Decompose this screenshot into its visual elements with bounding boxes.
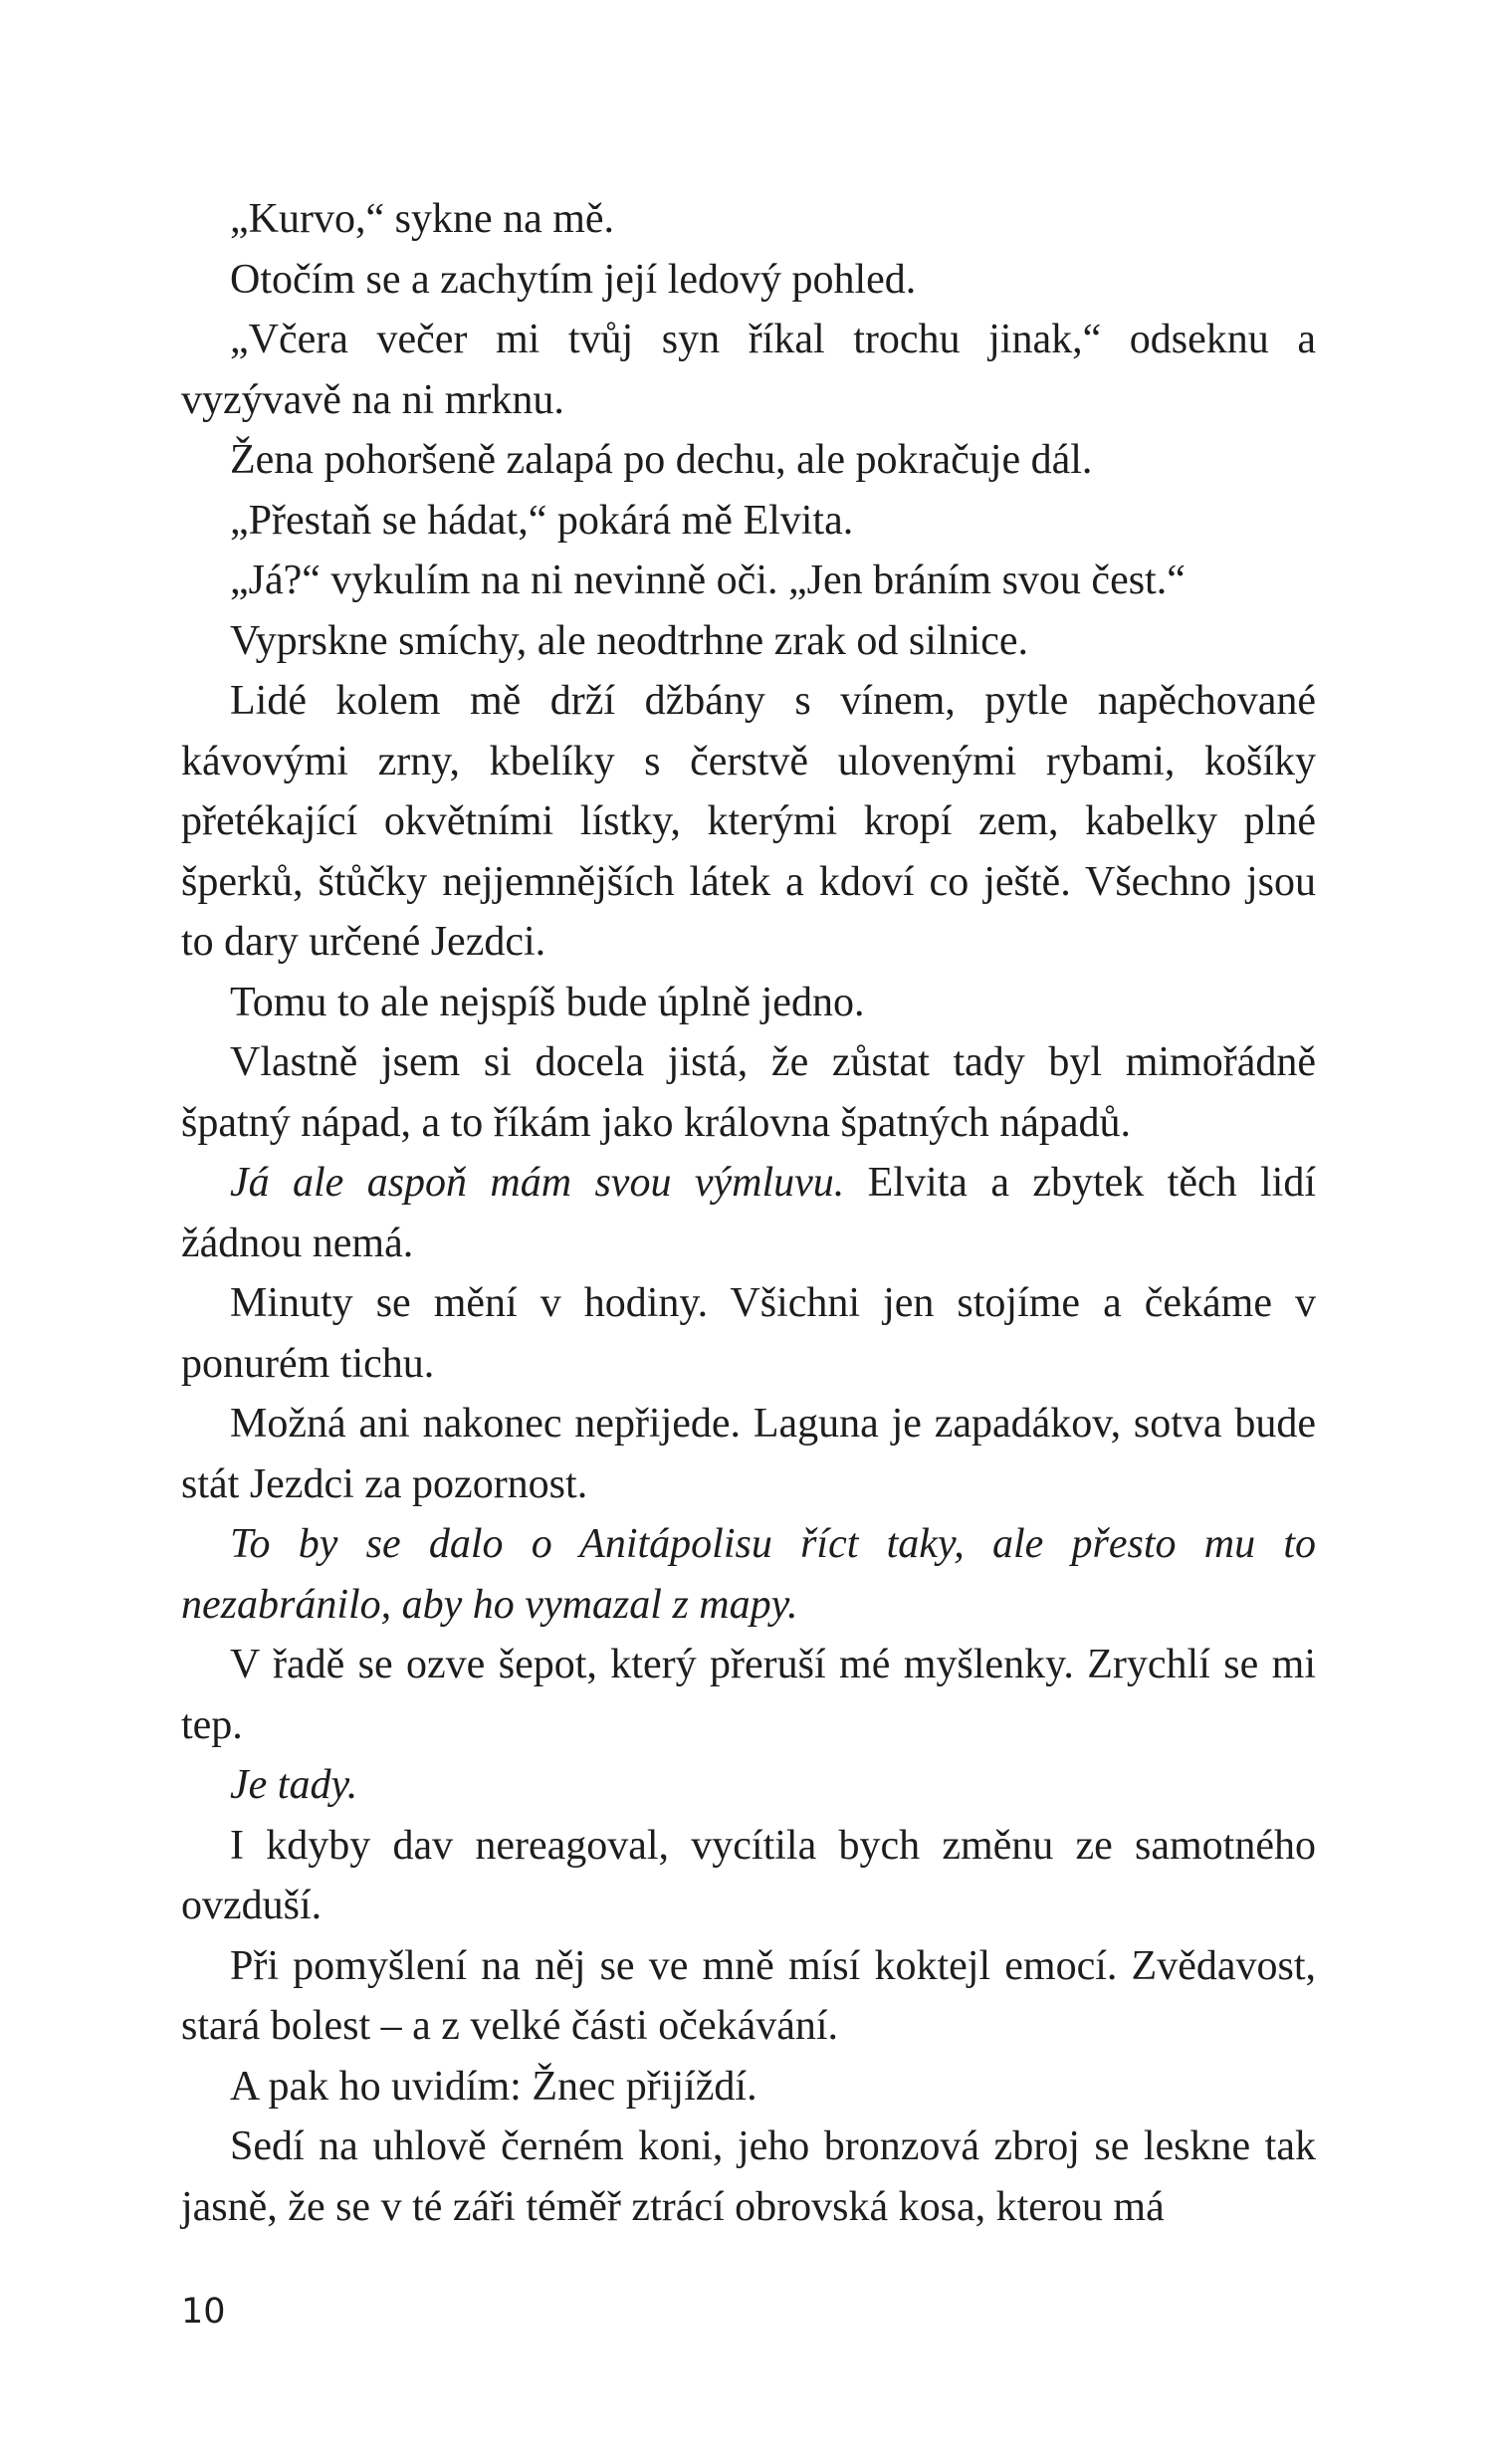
paragraph-8: Lidé kolem mě drží džbány s vínem, pytle napěchované kávovými zrny, kbelíky s čerstvě ulovenými rybami, košíky přetékající okvětními lístky, kterými kropí zem, kabelky plné šperků, štůčky nejjemnějších látek a kdoví co ještě. Všechno jsou to dary určené Jezdci. <box>181 678 1316 965</box>
paragraph-15: V řadě se ozve šepot, který přeruší mé myšlenky. Zrychlí se mi tep. <box>181 1642 1316 1748</box>
body-text <box>181 189 1316 2237</box>
paragraph-5: „Přestaň se hádat,“ pokárá mě Elvita. <box>230 497 854 544</box>
paragraph-17: I kdyby dav nereagoval, vycítila bych změnu ze samotného ovzduší. <box>181 1822 1316 1928</box>
paragraph-18: Při pomyšlení na něj se ve mně mísí koktejl emocí. Zvědavost, stará bolest – a z velké části očekávání. <box>181 1942 1316 2049</box>
paragraph-2: Otočím se a zachytím její ledový pohled. <box>230 256 917 303</box>
paragraph-14: To by se dalo o Anitápolisu říct taky, ale přesto mu to nezabránilo, aby ho vymazal z mapy. <box>181 1521 1316 1628</box>
paragraph-9: Tomu to ale nejspíš bude úplně jedno. <box>230 979 865 1025</box>
paragraph-10: Vlastně jsem si docela jistá, že zůstat tady byl mimořádně špatný nápad, a to říkám jako královna špatných nápadů. <box>181 1039 1316 1146</box>
paragraph-7: Vyprskne smíchy, ale neodtrhne zrak od silnice. <box>230 617 1029 664</box>
page-number: 10 <box>181 2292 226 2332</box>
paragraph-3: „Včera večer mi tvůj syn říkal trochu jinak,“ odseknu a vyzývavě na ni mrknu. <box>181 317 1316 423</box>
paragraph-19: A pak ho uvidím: Žnec přijíždí. <box>230 2063 757 2110</box>
paragraph-20: Sedí na uhlově černém koni, jeho bronzová zbroj se leskne tak jasně, že se v té záři téměř ztrácí obrovská kosa, kterou má <box>181 2123 1316 2230</box>
paragraph-1: „Kurvo,“ sykne na mě. <box>230 196 615 242</box>
paragraph-11-rest: Elvita a zbytek těch lidí žádnou nemá. <box>181 1160 1317 1266</box>
paragraph-4: Žena pohoršeně zalapá po dechu, ale pokračuje dál. <box>230 437 1093 483</box>
paragraph-13: Možná ani nakonec nepřijede. Laguna je zapadákov, sotva bude stát Jezdci za pozornost. <box>181 1401 1316 1507</box>
paragraph-12: Minuty se mění v hodiny. Všichni jen stojíme a čekáme v ponurém tichu. <box>181 1280 1316 1387</box>
italic-thought: Já ale aspoň mám svou výmluvu. <box>230 1160 845 1206</box>
paragraph-11 <box>181 1153 1316 1273</box>
paragraph-6: „Já?“ vykulím na ni nevinně oči. „Jen bráním svou čest.“ <box>230 558 1186 603</box>
paragraph-16: Je tady. <box>230 1762 358 1808</box>
